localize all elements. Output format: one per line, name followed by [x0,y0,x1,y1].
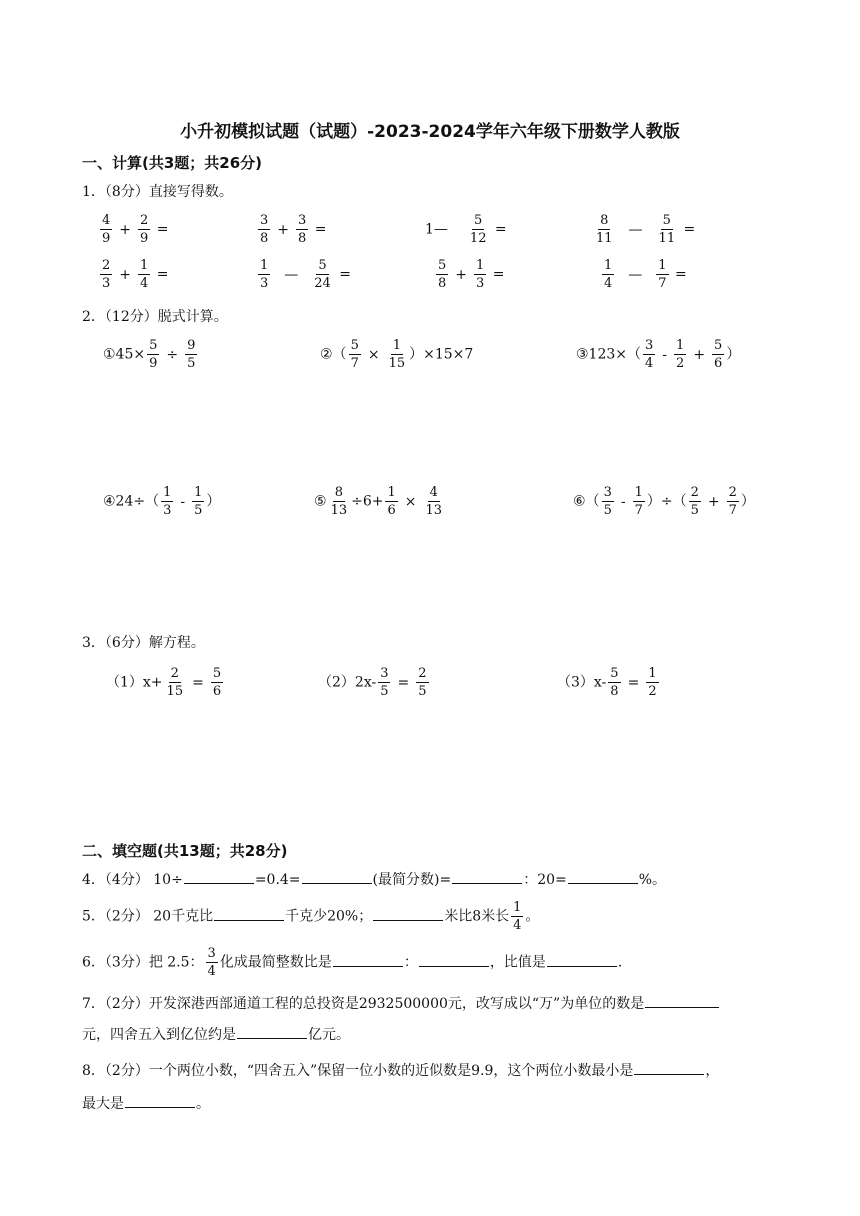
question-8-line-2: 最大是 。 [82,1093,210,1113]
section-heading-calculation: 一、计算(共3题；共26分) [82,154,263,172]
q3-equation-2: （2）2x- $\frac{3}{5}$ = $\frac{2}{5}$ [318,666,427,699]
q3-equation-3: （3）x- $\frac{5}{8}$ = $\frac{1}{2}$ [557,666,657,699]
answer-blank[interactable] [645,993,719,1008]
question-2-label: 2．（12分）脱式计算。 [82,309,228,325]
answer-blank[interactable] [214,906,284,921]
answer-blank[interactable] [302,869,372,884]
question-8-line-1: 8．（2分）一个两位小数，“四舍五入”保留一位小数的近似数是9.9，这个两位小数最小是 ， [82,1060,719,1080]
question-3-label: 3．（6分）解方程。 [82,635,205,651]
answer-blank[interactable] [237,1024,307,1039]
answer-blank[interactable] [333,952,403,967]
answer-blank[interactable] [125,1093,195,1108]
q2-expression-6: ⑥（ $\frac{3}{5}$ - $\frac{1}{7}$ ）÷（ $\frac{2}{5}$ + $\frac{2}{7}$ ） [573,485,755,518]
q2-expression-3: ③123×（ $\frac{3}{4}$ - $\frac{1}{2}$ + $\frac{5}{6}$ ） [576,338,741,371]
q1-item-5: $\frac{2}{3}$ + $\frac{1}{4}$ = [102,258,169,291]
page-title: 小升初模拟试题（试题）-2023-2024学年六年级下册数学人教版 [180,122,680,142]
question-6: 6．（3分）把 2.5： $\frac{3}{4}$ 化成最简整数比是 ： ，比值是 . [82,946,623,979]
q2-expression-5: ⑤ $\frac{8}{13}$ ÷6+ $\frac{1}{6}$ × $\frac{4}{13}$ [314,485,443,518]
question-4: 4．（4分） 10÷ =0.4= (最简分数)= ：20= %。 [82,869,666,889]
question-5: 5．（2分） 20千克比 千克少20%； 米比8米长 $\frac{1}{4}$ 。 [82,900,540,933]
q1-item-4: $\frac{8}{11}$ — $\frac{5}{11}$ = [596,213,696,246]
answer-blank[interactable] [547,952,617,967]
q1-item-1: $\frac{4}{9}$ + $\frac{2}{9}$ = [102,213,169,246]
q1-item-8: $\frac{1}{4}$ — $\frac{1}{7}$ = [604,258,687,291]
answer-blank[interactable] [373,906,443,921]
q2-expression-1: ①45× $\frac{5}{9}$ ÷ $\frac{9}{5}$ [103,338,196,371]
q1-item-3: 1— $\frac{5}{12}$ = [425,213,507,246]
answer-blank[interactable] [184,869,254,884]
question-1-label: 1．（8分）直接写得数。 [82,184,233,200]
answer-blank[interactable] [634,1060,704,1075]
answer-blank[interactable] [419,952,489,967]
q1-item-7: $\frac{5}{8}$ + $\frac{1}{3}$ = [438,258,505,291]
q3-equation-1: （1）x+ $\frac{2}{15}$ = $\frac{5}{6}$ [106,666,222,699]
answer-blank[interactable] [452,869,522,884]
question-7-line-1: 7．（2分）开发深港西部通道工程的总投资是2932500000元，改写成以“万”为单位的数是 [82,993,720,1013]
q2-expression-4: ④24÷（ $\frac{1}{3}$ - $\frac{1}{5}$ ） [103,485,221,518]
section-heading-fill-in: 二、填空题(共13题；共28分) [82,842,288,860]
question-7-line-2: 元，四舍五入到亿位约是 亿元。 [82,1024,350,1044]
q1-item-6: $\frac{1}{3}$ — $\frac{5}{24}$ = [260,258,352,291]
q1-item-2: $\frac{3}{8}$ + $\frac{3}{8}$ = [260,213,327,246]
answer-blank[interactable] [568,869,638,884]
q2-expression-2: ②（ $\frac{5}{7}$ × $\frac{1}{15}$ ）×15×7 [320,338,474,371]
